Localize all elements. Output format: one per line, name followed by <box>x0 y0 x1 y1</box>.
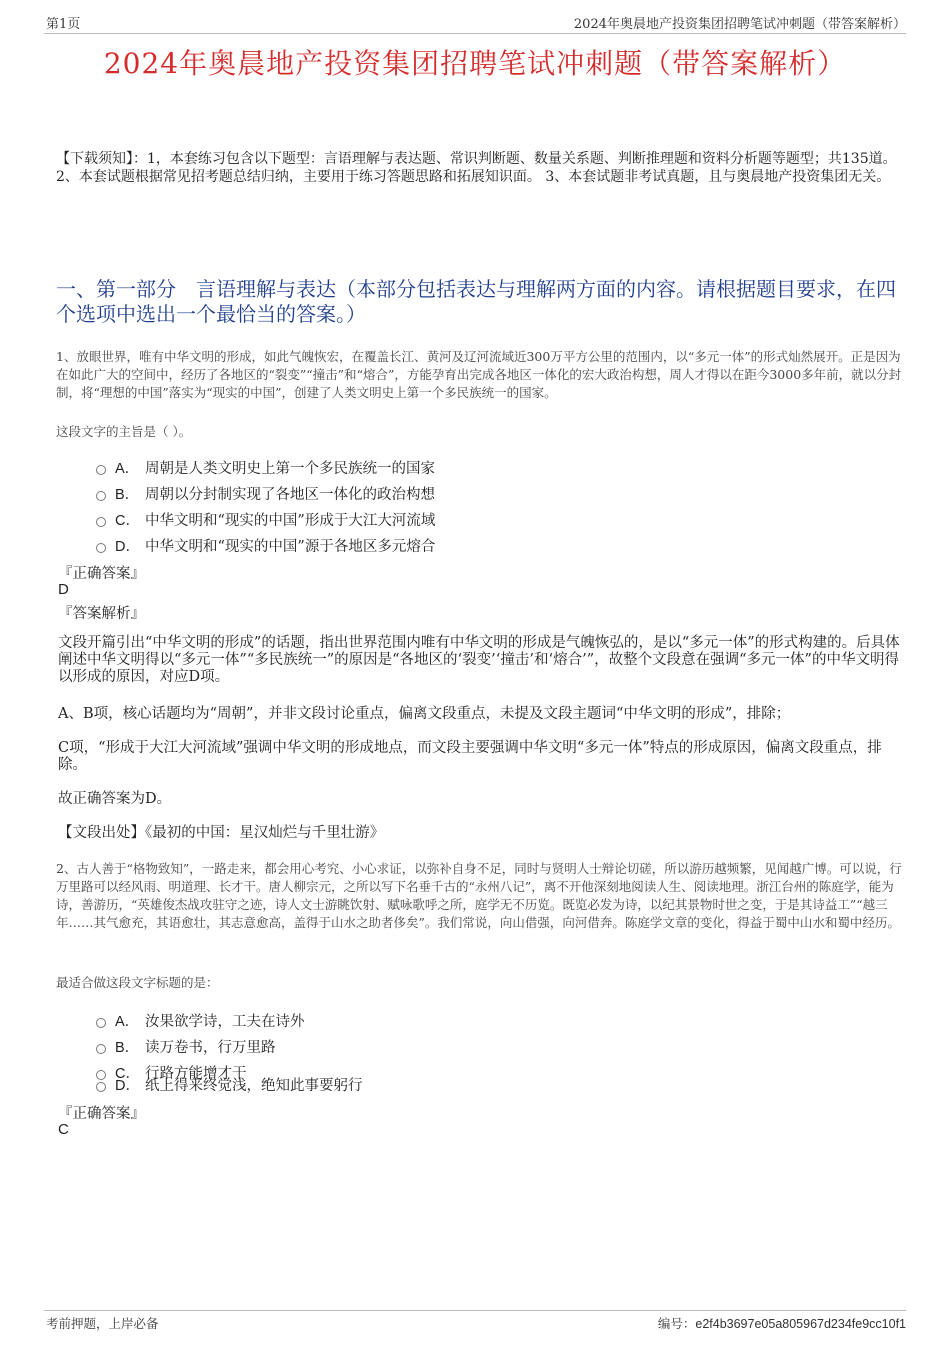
download-notice: 【下载须知】：1，本套练习包含以下题型：言语理解与表达题、常识判断题、数量关系题、判断推理题和资料分析题等题型；共135道。 2、本套试题根据常见招考题总结归纳，主要用于练习答题思路和拓展知识面。 3、本套试题非考试真题，且与奥晨地产投资集团无关。 <box>56 151 897 185</box>
q1-analysis-paragraph: 文段开篇引出“中华文明的形成”的话题，指出世界范围内唯有中华文明的形成是气魄恢弘的，是以“多元一体”的形式构建的。后具体阐述中华文明得以“多元一体”“多民族统一”的原因是“各地区的‘裂变’‘撞击’和‘熔合’”，故整个文段意在强调“多元一体”的中华文明得以形成的原因，对应D项。 <box>58 635 900 685</box>
option-letter: A． <box>115 461 140 477</box>
section-heading: 一、第一部分 言语理解与表达（本部分包括表达与理解两方面的内容。请根据题目要求，在四个选项中选出一个最恰当的答案。） <box>56 277 896 326</box>
q1-option-b[interactable] <box>96 483 435 504</box>
q1-analysis-paragraph: C项，“形成于大江大河流域”强调中华文明的形成地点，而文段主要强调中华文明“多元一体”特点的形成原因，偏离文段重点，排除。 <box>58 740 882 773</box>
footer-code-value: e2f4b3697e05a805967d234fe9cc10f1 <box>695 1317 906 1331</box>
option-letter: C． <box>115 513 140 529</box>
header-divider <box>44 33 906 34</box>
q2-option-d[interactable] <box>96 1074 363 1095</box>
radio-icon[interactable] <box>96 1044 106 1054</box>
footer-code-label: 编号： <box>657 1316 696 1331</box>
radio-icon[interactable] <box>96 1018 106 1028</box>
q1-option-d[interactable] <box>96 535 435 556</box>
q1-analysis-conclusion: 故正确答案为D。 <box>58 791 172 807</box>
option-text: 中华文明和“现实的中国”源于各地区多元熔合 <box>145 539 436 555</box>
q2-answer: C <box>58 1121 69 1138</box>
q2-option-b[interactable] <box>96 1036 276 1057</box>
option-letter: D． <box>115 539 140 555</box>
q1-source: 【文段出处】《最初的中国：星汉灿烂与千里壮游》 <box>58 825 385 841</box>
option-letter: A． <box>115 1014 140 1030</box>
question-1-stem: 这段文字的主旨是（ ）。 <box>56 424 192 439</box>
option-text: 读万卷书，行万里路 <box>145 1040 276 1056</box>
q1-analysis-label: 『答案解析』 <box>58 606 145 622</box>
footer-code <box>658 1314 906 1332</box>
q1-analysis-paragraph: A、B项，核心话题均为“周朝”，并非文段讨论重点，偏离文段重点，未提及文段主题词“中华文明的形成”，排除； <box>58 706 791 722</box>
radio-icon[interactable] <box>96 1082 106 1092</box>
option-text: 行路方能增才干 <box>145 1066 247 1082</box>
header-doc-title: 2024年奥晨地产投资集团招聘笔试冲刺题（带答案解析） <box>573 17 906 32</box>
footer-divider <box>44 1310 906 1311</box>
option-text: 中华文明和“现实的中国”形成于大江大河流域 <box>145 513 436 529</box>
option-letter: B． <box>115 1040 140 1056</box>
radio-icon[interactable] <box>96 543 106 553</box>
page-title: 2024年奥晨地产投资集团招聘笔试冲刺题（带答案解析） <box>103 47 847 80</box>
option-letter: C． <box>115 1066 140 1082</box>
question-1-text: 1、放眼世界，唯有中华文明的形成，如此气魄恢宏，在覆盖长江、黄河及辽河流域近300万平方公里的范围内，以“多元一体”的形式灿然展开。正是因为在如此广大的空间中，经历了各地区的“裂变”“撞击”和“熔合”，方能孕育出完成各地区一体化的宏大政治构想，周人才得以在距今3000多年前，就以分封制，将“理想的中国”落实为“现实的中国”，创建了人类文明史上第一个多民族统一的国家。 <box>56 349 902 400</box>
option-text: 汝果欲学诗，工夫在诗外 <box>145 1014 305 1030</box>
page-number: 第1页 <box>46 17 81 32</box>
q1-option-a[interactable] <box>96 457 435 478</box>
option-letter: D． <box>115 1078 140 1094</box>
footer-slogan: 考前押题，上岸必备 <box>46 1316 159 1331</box>
option-text: 周朝是人类文明史上第一个多民族统一的国家 <box>145 461 435 477</box>
radio-icon[interactable] <box>96 491 106 501</box>
q1-answer-label: 『正确答案』 <box>58 566 145 582</box>
q2-option-a[interactable] <box>96 1010 305 1031</box>
option-letter: B． <box>115 487 140 503</box>
question-2-stem: 最适合做这段文字标题的是： <box>56 975 219 990</box>
radio-icon[interactable] <box>96 465 106 475</box>
q2-answer-label: 『正确答案』 <box>58 1106 145 1122</box>
option-text: 纸上得来终觉浅，绝知此事要躬行 <box>145 1078 363 1094</box>
q1-option-c[interactable] <box>96 509 435 530</box>
question-2-text: 2、古人善于“格物致知”，一路走来，都会用心考究、小心求证，以弥补自身不足，同时与贤明人士辩论切磋，所以游历越频繁，见闻越广博。可以说，行万里路可以经风雨、明道理、长才干。唐人柳宗元，之所以写下名垂千古的“永州八记”，离不开他深刻地阅读人生、阅读地理。浙江台州的陈庭学，能为诗，善游历，“英雄俊杰战攻驻守之迹，诗人文士游眺饮射、赋咏歌呼之所，庭学无不历览。既览必发为诗，以纪其景物时世之变，于是其诗益工”“越三年……其气愈充，其语愈壮，其志意愈高，盖得于山水之助者侈矣”。我们常说，向山借强，向河借奔。陈庭学文章的变化，得益于蜀中山水和蜀中经历。 <box>56 861 902 930</box>
option-text: 周朝以分封制实现了各地区一体化的政治构想 <box>145 487 435 503</box>
radio-icon[interactable] <box>96 517 106 527</box>
q1-answer: D <box>58 581 69 598</box>
